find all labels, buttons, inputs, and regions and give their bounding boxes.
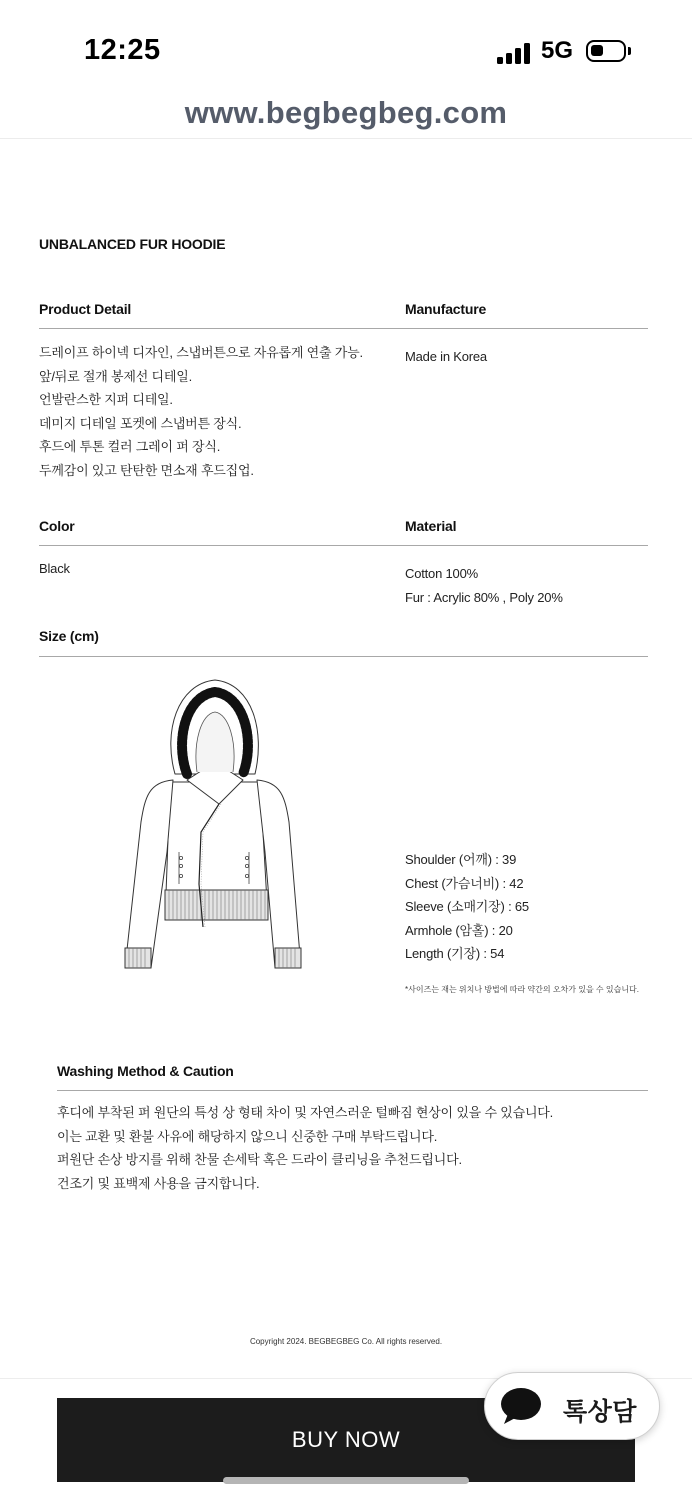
material-heading: Material bbox=[405, 518, 457, 534]
detail-line: 언발란스한 지퍼 디테일. bbox=[39, 392, 173, 407]
home-indicator[interactable] bbox=[223, 1477, 469, 1484]
battery-icon bbox=[586, 40, 626, 62]
divider bbox=[39, 656, 648, 657]
size-line: Length (기장) : 54 bbox=[405, 946, 505, 961]
detail-line: 두께감이 있고 탄탄한 면소재 후드집업. bbox=[39, 462, 254, 478]
size-line: Shoulder (어깨) : 39 bbox=[405, 852, 517, 867]
material-line: Cotton 100% bbox=[405, 566, 478, 581]
battery-cap bbox=[628, 47, 631, 55]
material-line: Fur : Acrylic 80% , Poly 20% bbox=[405, 589, 563, 605]
network-type: 5G bbox=[541, 37, 574, 64]
detail-line: 앞/뒤로 절개 봉제선 디테일. bbox=[39, 368, 192, 384]
cellular-signal-icon bbox=[497, 42, 531, 64]
washing-line: 퍼원단 손상 방지를 위해 찬물 손세탁 혹은 드라이 클리닝을 추천드립니다. bbox=[57, 1152, 462, 1167]
manufacture-line: Made in Korea bbox=[405, 349, 487, 364]
washing-heading: Washing Method & Caution bbox=[57, 1063, 234, 1079]
detail-line: 데미지 디테일 포켓에 스냅버튼 장식. bbox=[39, 415, 242, 431]
size-measurements bbox=[405, 848, 529, 966]
product-detail-text bbox=[39, 341, 363, 482]
color-value bbox=[39, 557, 70, 581]
material-value bbox=[405, 562, 563, 609]
chat-consult-label: 톡상담 bbox=[563, 1398, 637, 1426]
manufacture-value bbox=[405, 345, 487, 369]
washing-line: 후디에 부착된 퍼 원단의 특성 상 형태 차이 및 자연스러운 털빠짐 현상이 있을 수 있습니다. bbox=[57, 1105, 554, 1120]
color-heading: Color bbox=[39, 518, 75, 534]
product-detail-heading: Product Detail bbox=[39, 301, 132, 317]
buy-now-button[interactable]: BUY NOW bbox=[57, 1398, 635, 1482]
url-bar[interactable]: www.begbegbeg.com bbox=[184, 95, 508, 130]
size-note: *사이즈는 재는 위치나 방법에 따라 약간의 오차가 있을 수 있습니다. bbox=[405, 985, 639, 994]
size-line: Chest (가슴너비) : 42 bbox=[405, 875, 524, 891]
washing-line: 이는 교환 및 환불 사유에 해당하지 않으니 신중한 구매 부탁드립니다. bbox=[57, 1128, 438, 1144]
color-line: Black bbox=[39, 561, 70, 576]
detail-line: 드레이프 하이넥 디자인, 스냅버튼으로 자유롭게 연출 가능. bbox=[39, 345, 363, 360]
washing-text bbox=[57, 1101, 553, 1195]
hoodie-sketch-illustration bbox=[115, 672, 315, 1002]
status-time: 12:25 bbox=[84, 34, 161, 66]
divider bbox=[39, 328, 648, 329]
product-title: UNBALANCED FUR HOODIE bbox=[39, 236, 226, 252]
size-line: Sleeve (소매기장) : 65 bbox=[405, 899, 529, 914]
copyright: Copyright 2024. BEGBEGBEG Co. All rights reserved. bbox=[249, 1337, 443, 1346]
speech-bubble-icon bbox=[499, 1386, 543, 1426]
status-bar bbox=[0, 0, 692, 95]
size-heading: Size (cm) bbox=[39, 628, 99, 644]
washing-line: 건조기 및 표백제 사용을 금지합니다. bbox=[57, 1175, 260, 1191]
divider bbox=[57, 1090, 648, 1091]
divider bbox=[39, 545, 648, 546]
manufacture-heading: Manufacture bbox=[405, 301, 487, 317]
url-divider bbox=[0, 138, 692, 139]
detail-line: 후드에 투톤 컬러 그레이 퍼 장식. bbox=[39, 439, 221, 454]
chat-consult-button[interactable] bbox=[484, 1372, 660, 1440]
size-line: Armhole (암홀) : 20 bbox=[405, 922, 513, 938]
